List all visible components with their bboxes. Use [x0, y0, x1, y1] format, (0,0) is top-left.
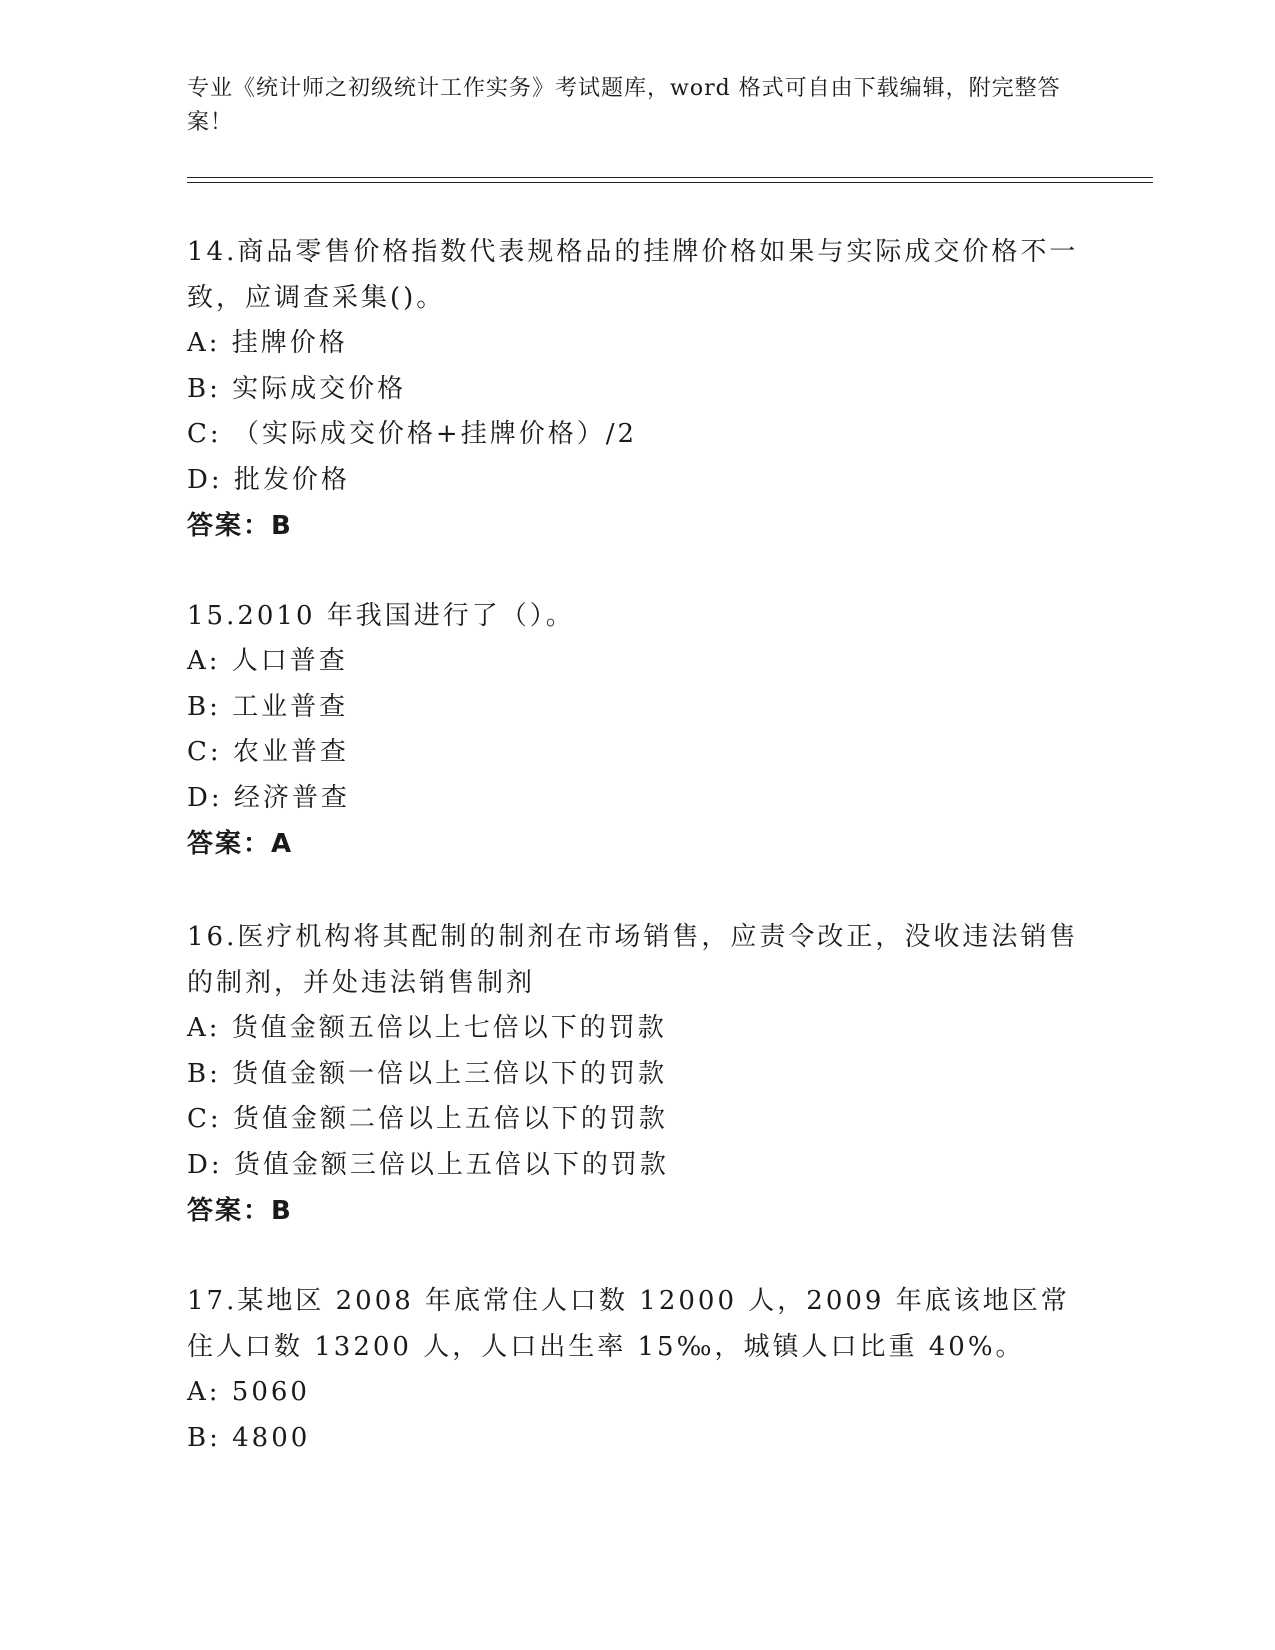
header-rule-top	[187, 177, 1153, 178]
question-14	[187, 229, 1087, 549]
option-c: C: 农业普查	[187, 737, 349, 767]
answer: 答案：B	[187, 511, 293, 541]
question-text: 14.商品零售价格指数代表规格品的挂牌价格如果与实际成交价格不一致，应调查采集()。	[187, 237, 1079, 313]
option-b: B: 实际成交价格	[187, 373, 407, 404]
option-a: A: 货值金额五倍以上七倍以下的罚款	[187, 1013, 667, 1043]
document-header: 专业《统计师之初级统计工作实务》考试题库，word 格式可自由下载编辑，附完整答案！	[187, 76, 1061, 135]
option-b: B: 工业普查	[187, 691, 349, 722]
option-b: B: 货值金额一倍以上三倍以下的罚款	[187, 1058, 668, 1089]
option-a: A: 挂牌价格	[187, 328, 348, 358]
option-b: B: 4800	[187, 1422, 311, 1453]
question-15	[187, 593, 1087, 867]
answer: 答案：B	[187, 1196, 293, 1226]
question-text: 15.2010 年我国进行了（）。	[187, 601, 575, 631]
question-17	[187, 1278, 1087, 1461]
option-c: C: 货值金额二倍以上五倍以下的罚款	[187, 1104, 668, 1134]
question-text: 17.某地区 2008 年底常住人口数 12000 人，2009 年底该地区常住人口数 13200 人，人口出生率 15‰，城镇人口比重 40%。	[187, 1286, 1070, 1362]
question-16	[187, 914, 1087, 1234]
option-d: D: 货值金额三倍以上五倍以下的罚款	[187, 1149, 669, 1180]
answer: 答案：A	[187, 829, 294, 859]
option-d: D: 批发价格	[187, 464, 350, 495]
question-text: 16.医疗机构将其配制的制剂在市场销售，应责令改正，没收违法销售的制剂，并处违法销售制剂	[187, 922, 1079, 998]
header-rule-bottom	[187, 182, 1153, 183]
option-a: A: 5060	[187, 1377, 310, 1407]
option-c: C: （实际成交价格+挂牌价格）/2	[187, 419, 638, 449]
option-a: A: 人口普查	[187, 646, 348, 676]
option-d: D: 经济普查	[187, 782, 350, 813]
